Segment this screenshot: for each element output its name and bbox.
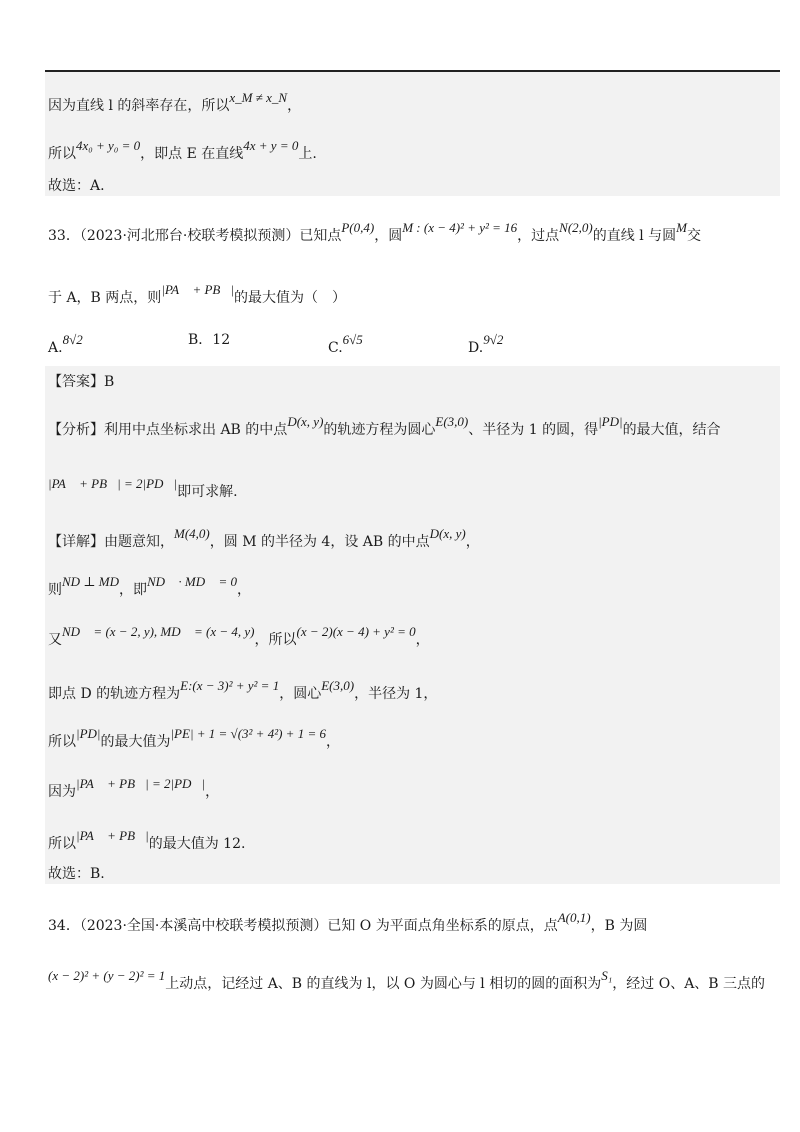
- prev-solution-line-1: 因为直线 l 的斜率存在，所以x_M ≠ x_N，: [48, 90, 302, 114]
- analysis-line-1: 【分析】利用中点坐标求出 AB 的中点D(x, y)的轨迹方程为圆心E(3,0)、半径为 1 的圆，得|PD|的最大值，结合: [48, 414, 721, 438]
- detail-line-6: 因为|PA⃗ + PB⃗| = 2|PD⃗|，: [48, 776, 220, 800]
- question-33-stem-line-2: 于 A，B 两点，则|PA⃗ + PB⃗|的最大值为（ ）: [48, 282, 347, 306]
- option-a: A.8√2: [48, 332, 83, 356]
- analysis-line-2: |PA⃗ + PB⃗| = 2|PD⃗|即可求解.: [48, 476, 238, 500]
- question-34-stem-line-2: (x − 2)² + (y − 2)² = 1上动点，记经过 A、B 的直线为 l，以 O 为圆心与 l 相切的圆的面积为S₁，经过 O、A、B 三点的: [48, 968, 766, 992]
- prev-solution-choice: 故选：A.: [48, 178, 105, 194]
- detail-line-3: 又ND⃗ = (x − 2, y), MD⃗ = (x − 4, y)，所以(x − 2)(x − 4) + y² = 0，: [48, 624, 430, 648]
- detail-line-2: 则ND ⊥ MD，即ND⃗ · MD⃗ = 0，: [48, 574, 252, 598]
- detail-line-7: 所以|PA⃗ + PB⃗|的最大值为 12.: [48, 828, 246, 852]
- question-33-stem-line-1: 33．（2023·河北邢台·校联考模拟预测）已知点P(0,4)，圆M : (x − 4)² + y² = 16，过点N(2,0)的直线 l 与圆M交: [48, 220, 701, 244]
- option-c: C.6√5: [328, 332, 363, 356]
- detail-line-4: 即点 D 的轨迹方程为E:(x − 3)² + y² = 1，圆心E(3,0)，半径为 1，: [48, 678, 438, 702]
- question-34-stem-line-1: 34．（2023·全国·本溪高中校联考模拟预测）已知 O 为平面点角坐标系的原点，点A(0,1)，B 为圆: [48, 910, 648, 934]
- option-d: D.9√2: [468, 332, 504, 356]
- detail-choice: 故选：B.: [48, 866, 105, 882]
- detail-line-1: 【详解】由题意知，M(4,0)，圆 M 的半径为 4，设 AB 的中点D(x, y)，: [48, 526, 480, 550]
- prev-solution-line-2: 所以4x₀ + y₀ = 0，即点 E 在直线4x + y = 0上.: [48, 138, 317, 162]
- answer-label: 【答案】B: [48, 374, 115, 390]
- option-b: B．12: [188, 332, 231, 348]
- detail-line-5: 所以|PD|的最大值为|PE| + 1 = √(3² + 4²) + 1 = 6，: [48, 726, 340, 750]
